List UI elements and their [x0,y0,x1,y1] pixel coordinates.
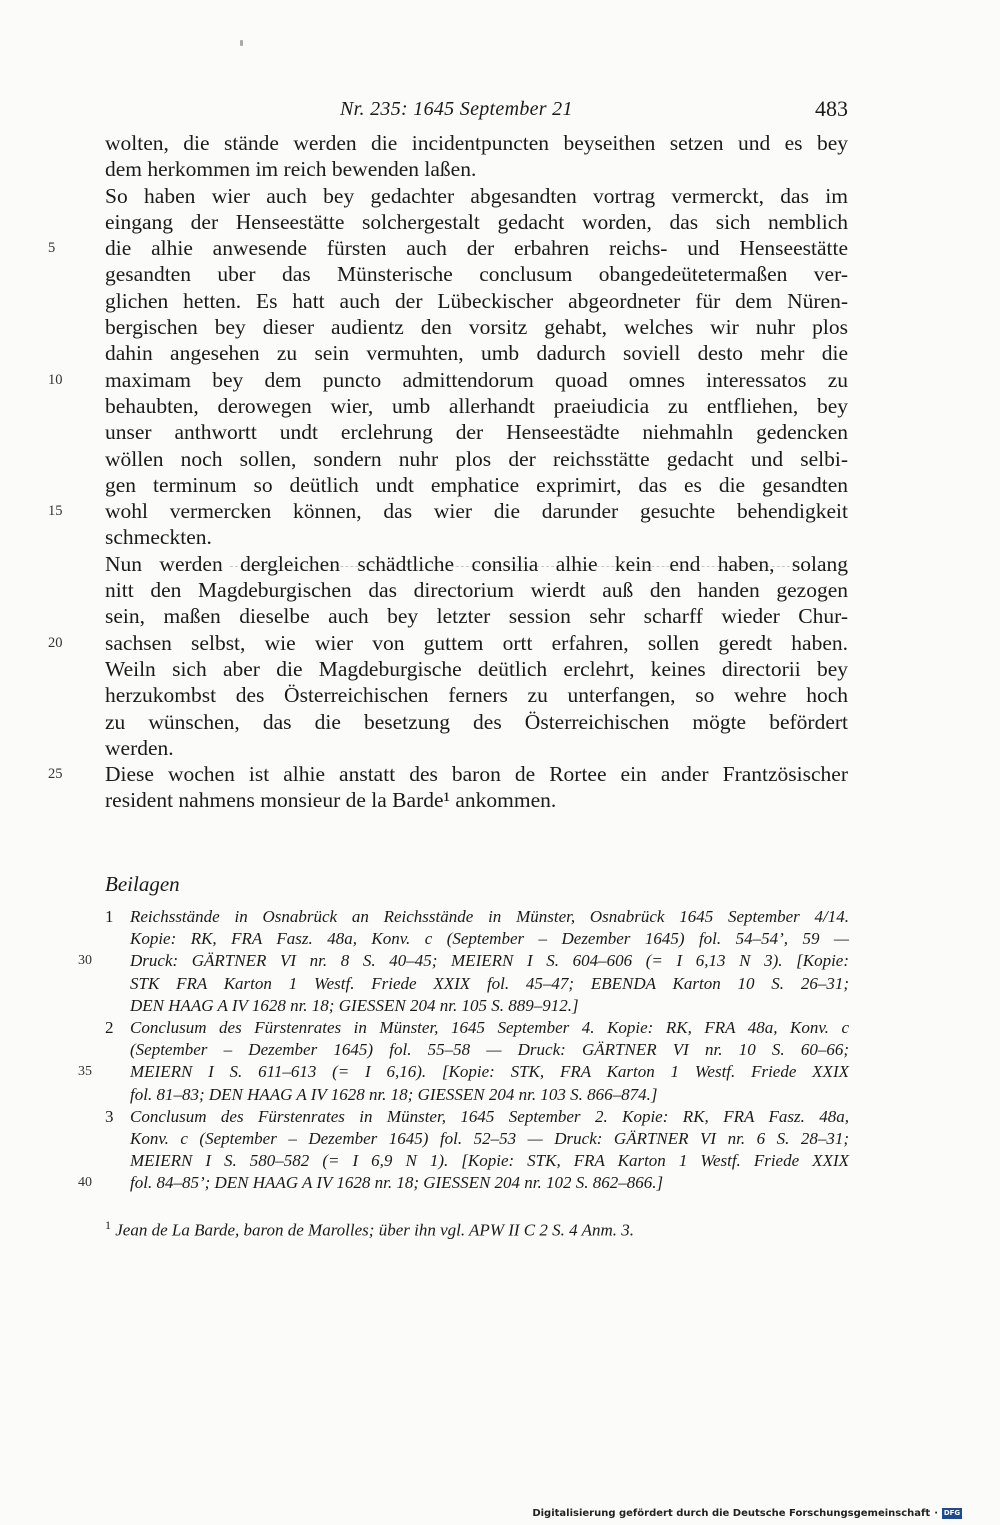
appendix-line [0,1128,1000,1150]
text-line [0,367,1000,393]
line-number: 10 [48,371,63,388]
appendix-line [0,1106,1000,1128]
footnote-text: Jean de La Barde, baron de Marolles; über ihn vgl. APW II C 2 S. 4 Anm. 3. [115,1220,634,1240]
appendix-text: MEIERN I S. 611–613 (= I 6,16). [Kopie: STK, FRA Karton 1 Westf. Friede XXIX [130,1062,849,1082]
line-text: eingang der Henseestätte solchergestalt gedacht worden, das sich nemblich [105,209,848,234]
appendix-line [0,906,1000,928]
line-text: herzukombst des Österreichischen ferners zu unterfangen, so wehre hoch [105,683,848,708]
appendix-item-number: 3 [105,1106,114,1126]
footer-credit-text: Digitalisierung gefördert durch die Deutsche Forschungsgemeinschaft [532,1508,931,1519]
line-text: Diese wochen ist alhie anstatt des baron de Rortee ein ander Frantzösischer [105,762,848,787]
appendix-line [0,973,1000,995]
line-number: 5 [48,240,56,257]
appendix-list [0,906,1000,1194]
line-number: 20 [48,634,63,651]
text-line [0,709,1000,735]
text-line [0,630,1000,656]
footnote-mark: 1 [105,1218,111,1232]
text-line [0,524,1000,550]
appendix-line [0,1061,1000,1083]
appendix-text: DEN HAAG A IV 1628 nr. 18; GIESSEN 204 nr. 105 S. 889–912.] [130,995,579,1015]
page-number: 483 [815,96,848,121]
line-number: 40 [78,1175,92,1191]
running-title: Nr. 235: 1645 September 21 [340,98,573,120]
appendix-text: Conclusum des Fürstenrates in Münster, 1645 September 2. Kopie: RK, FRA Fasz. 48a, [130,1106,849,1126]
text-line [0,156,1000,182]
line-text: dahin angesehen zu sein vermuhten, umb dadurch soviell desto mehr die [105,341,848,366]
text-line [0,472,1000,498]
line-text: Nun werden dergleichen schädtliche consilia alhie kein end haben, solang [105,551,848,576]
text-line [0,209,1000,235]
footer-credit: Digitalisierung gefördert durch die Deutsche Forschungsgemeinschaft · DFG [532,1508,961,1519]
appendix-line [0,1150,1000,1172]
text-line [0,446,1000,472]
line-number: 35 [78,1064,92,1080]
line-text: sachsen selbst, wie wier von guttem ortt erfahren, sollen geredt haben. [105,630,848,655]
text-line [0,261,1000,287]
text-line [0,498,1000,524]
line-text: resident nahmens monsieur de la Barde¹ ankommen. [105,788,557,813]
line-text: werden. [105,735,174,760]
line-number: 30 [78,953,92,969]
appendix-item-number: 1 [105,907,114,926]
line-text: zu wünschen, das die besetzung des Österreichischen mögte befördert [105,709,848,734]
line-text: die alhie anwesende fürsten auch der erbahren reichs- und Henseestätte [105,236,848,261]
text-line [0,130,1000,156]
appendix-line [0,1084,1000,1106]
appendix-text: fol. 81–83; DEN HAAG A IV 1628 nr. 18; GIESSEN 204 nr. 103 S. 866–874.] [130,1084,658,1104]
text-line [0,340,1000,366]
line-text: gen terminum so deütlich undt emphatice exprimirt, das es die gesandten [105,472,848,497]
text-line [0,551,1000,577]
appendix-text: Conclusum des Fürstenrates in Münster, 1645 September 4. Kopie: RK, FRA 48a, Konv. c [130,1017,849,1037]
line-text: behaubten, derowegen wier, umb allerhandt praeiudicia zu entfliehen, bey [105,393,848,418]
text-line [0,314,1000,340]
appendix-line [0,950,1000,972]
scan-mark [240,40,243,46]
appendix-text: MEIERN I S. 580–582 (= I 6,9 N 1). [Kopie: STK, FRA Karton 1 Westf. Friede XXIX [130,1151,849,1171]
line-text: So haben wier auch bey gedachter abgesandten vortrag vermerckt, das im [105,183,848,208]
appendix-text: Kopie: RK, FRA Fasz. 48a, Konv. c (September – Dezember 1645) fol. 54–54’, 59 — [130,929,849,949]
appendix-line [0,1039,1000,1061]
dfg-logo: DFG [943,1509,961,1517]
line-text: sein, maßen dieselbe auch bey letzter session sehr scharff wieder Chur- [105,604,848,629]
text-line [0,419,1000,445]
appendix-item-number: 2 [105,1017,114,1037]
line-text: wohl vermercken können, das wier die darunder gesuchte behendigkeit [105,499,848,524]
appendix-line [0,1017,1000,1039]
line-text: nitt den Magdeburgischen das directorium wierdt auß den handen gezogen [105,578,848,603]
line-text: wöllen noch sollen, sondern nuhr plos der reichsstätte gedacht und selbi- [105,446,848,471]
text-line [0,787,1000,813]
appendix-text: (September – Dezember 1645) fol. 55–58 — Druck: GÄRTNER VI nr. 10 S. 60–66; [130,1040,849,1060]
appendix-line [0,928,1000,950]
text-line [0,235,1000,261]
text-line [0,288,1000,314]
line-text: maximam bey dem puncto admittendorum quoad omnes interessatos zu [105,367,848,392]
footnote [105,1218,634,1241]
line-text: wolten, die stände werden die incidentpuncten beyseithen setzen und es bey [105,131,848,155]
appendix-text: fol. 84–85’; DEN HAAG A IV 1628 nr. 18; GIESSEN 204 nr. 102 S. 862–866.] [130,1173,664,1193]
beilagen-heading: Beilagen [105,872,180,896]
appendix-text: Druck: GÄRTNER VI nr. 8 S. 40–45; MEIERN I S. 604–606 (= I 6,13 N 3). [Kopie: [130,951,849,971]
appendix-line [0,995,1000,1017]
body-text [0,130,1000,814]
text-line [0,735,1000,761]
text-line [0,761,1000,787]
line-number: 15 [48,503,63,520]
running-head [0,98,1000,128]
line-text: dem herkommen im reich bewenden laßen. [105,157,477,182]
line-text: gesandten uber das Münsterische conclusum obangedeütetermaßen ver- [105,262,848,287]
line-text: schmeckten. [105,525,212,550]
appendix-text: STK FRA Karton 1 Westf. Friede XXIX fol. 45–47; EBENDA Karton 10 S. 26–31; [130,973,849,993]
text-line [0,183,1000,209]
appendix-line [0,1172,1000,1194]
text-line [0,393,1000,419]
line-text: Weiln sich aber die Magdeburgische deütlich erclehrt, keines directorii bey [105,656,848,681]
text-line [0,603,1000,629]
line-text: bergischen bey dieser audientz den vorsitz gehabt, welches wir nuhr plos [105,315,848,340]
line-number: 25 [48,766,63,783]
appendix-text: Reichsstände in Osnabrück an Reichsstände in Münster, Osnabrück 1645 September 4/14. [130,907,849,926]
text-line [0,577,1000,603]
line-text: unser anthwortt undt erclehrung der Henseestädte niehmahln gedencken [105,420,848,445]
appendix-text: Konv. c (September – Dezember 1645) fol. 52–53 — Druck: GÄRTNER VI nr. 6 S. 28–31; [130,1128,849,1148]
text-line [0,656,1000,682]
text-line [0,682,1000,708]
line-text: glichen hetten. Es hatt auch der Lübeckischer abgeordneter für dem Nüren- [105,288,848,313]
